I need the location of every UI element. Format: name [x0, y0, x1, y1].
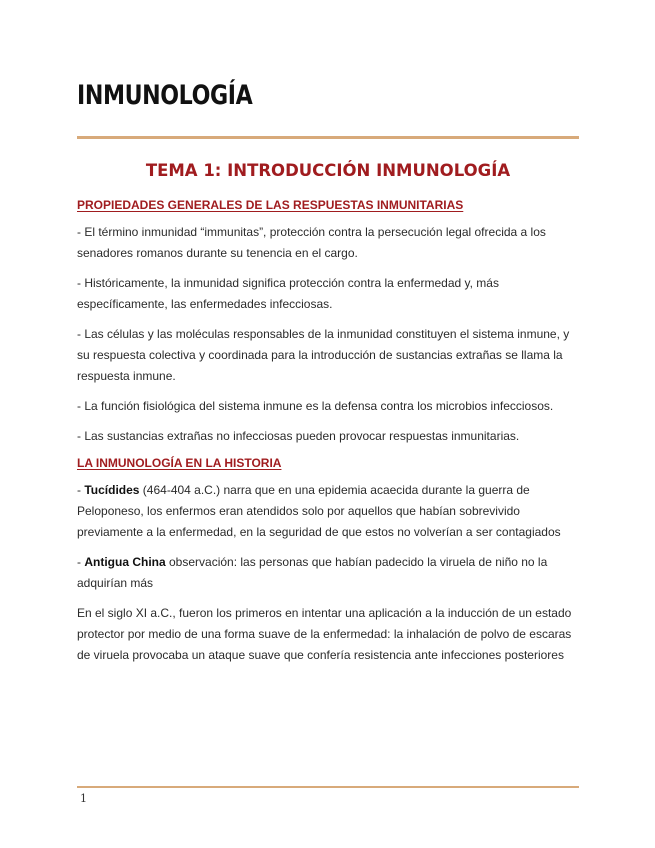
footer-divider — [77, 786, 579, 788]
section-heading: LA INMUNOLOGÍA EN LA HISTORIA — [77, 456, 282, 470]
header-divider — [77, 136, 579, 139]
tema-title: TEMA 1: INTRODUCCIÓN INMUNOLOGÍA — [145, 161, 511, 180]
paragraph: En el siglo XI a.C., fueron los primeros en intentar una aplicación a la inducción de un estado protector por medio de una forma suave de la enfermedad: la inhalación de polvo de escaras de viruela provocaba un ataque suave que confería resistencia ante infecciones posteriores — [77, 606, 572, 662]
paragraph-prefix: - — [77, 555, 85, 569]
paragraph — [77, 480, 579, 543]
paragraph-text: (464-404 a.C.) narra que en una epidemia acaecida durante la guerra de Peloponeso, los enfermos eran atendidos solo por aquellos que habían sobrevivido previamente a la enfermedad, en la seguridad de que estos no volverían a ser contagiados — [77, 483, 561, 539]
section-historia — [77, 456, 579, 666]
highlighted-term: Antigua China — [84, 555, 166, 569]
paragraph-text: observación: las personas que habían padecido la viruela de niño no la adquirían más — [77, 555, 548, 590]
page-content — [77, 158, 579, 675]
section-heading: PROPIEDADES GENERALES DE LAS RESPUESTAS INMUNITARIAS — [77, 198, 464, 212]
paragraph: - La función fisiológica del sistema inmune es la defensa contra los microbios infecciosos. — [77, 399, 554, 413]
paragraph — [77, 552, 579, 594]
highlighted-term: Tucídides — [84, 483, 140, 497]
paragraph: - El término inmunidad “immunitas”, protección contra la persecución legal ofrecida a los senadores romanos durante su tenencia en el cargo. — [77, 225, 546, 260]
paragraph-prefix: - — [77, 483, 85, 497]
paragraph: - Las células y las moléculas responsables de la inmunidad constituyen el sistema inmune, y su respuesta colectiva y coordinada para la introducción de sustancias extrañas se llama la respuesta inmune. — [77, 327, 570, 383]
section-propiedades — [77, 198, 579, 447]
document-title: INMUNOLOGÍA — [77, 80, 253, 111]
paragraph: - Históricamente, la inmunidad significa protección contra la enfermedad y, más específicamente, las enfermedades infecciosas. — [77, 276, 499, 311]
paragraph: - Las sustancias extrañas no infecciosas pueden provocar respuestas inmunitarias. — [77, 429, 520, 443]
page-number: 1 — [80, 792, 87, 805]
